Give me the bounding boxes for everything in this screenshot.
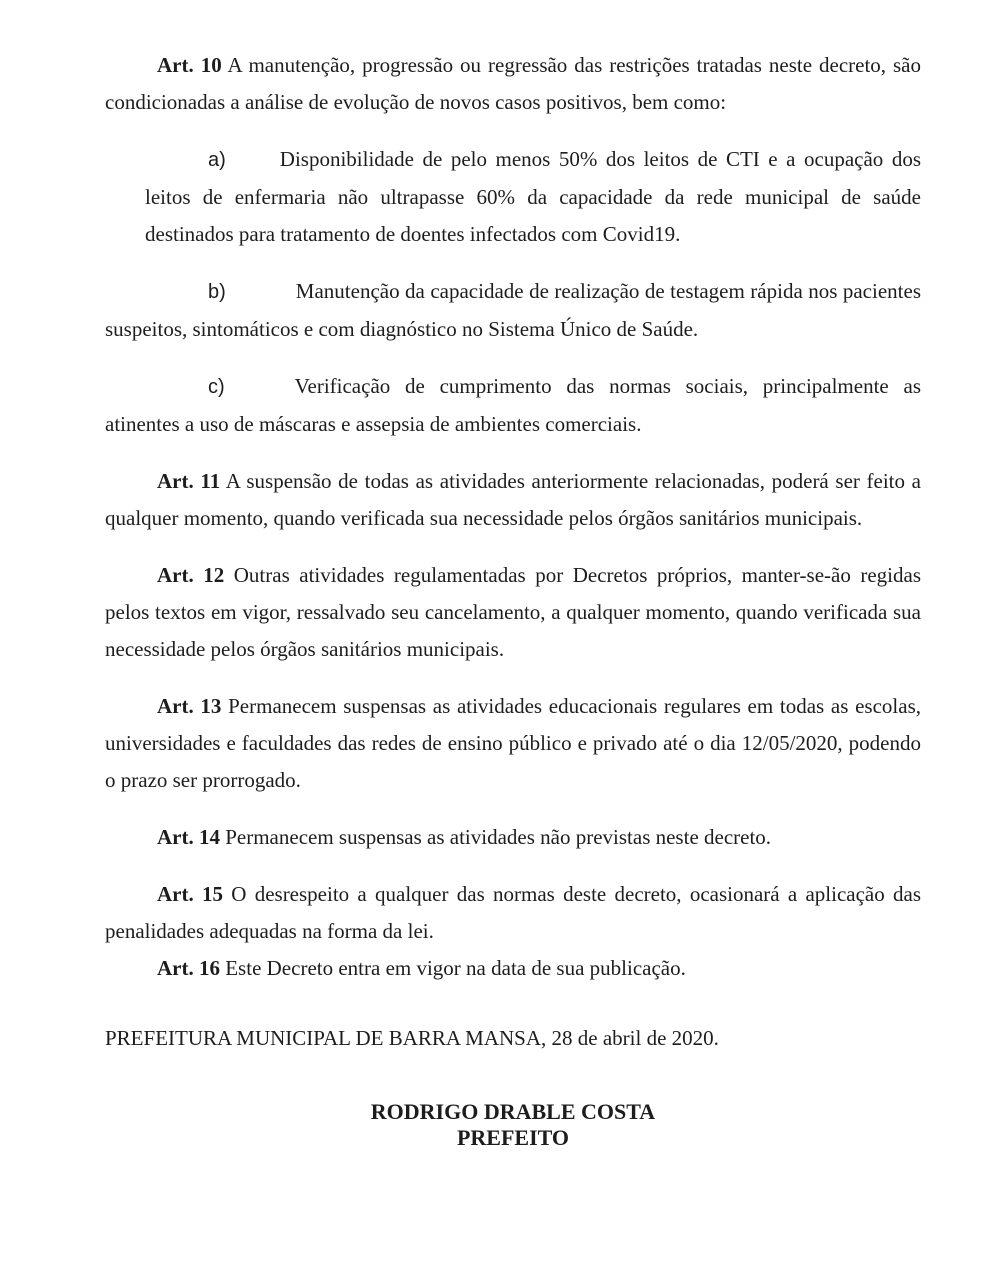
closing-line: PREFEITURA MUNICIPAL DE BARRA MANSA, 28 de abril de 2020. <box>105 1026 719 1050</box>
article-label: Art. 16 <box>157 956 220 980</box>
list-item-c: c) Verificação de cumprimento das normas sociais, principalmente as atinentes a uso de máscaras e assepsia de ambientes comerciais. <box>105 374 921 436</box>
signature-block <box>105 1099 921 1151</box>
article-label: Art. 12 <box>157 563 225 587</box>
article-paragraph: Art. 11 A suspensão de todas as atividades anteriormente relacionadas, poderá ser feito a qualquer momento, quando verificada sua necessidade pelos órgãos sanitários municipais. <box>105 469 921 530</box>
list-marker: a) <box>208 149 226 171</box>
article-label: Art. 14 <box>157 825 220 849</box>
article-paragraph: Art. 13 Permanecem suspensas as atividades educacionais regulares em todas as escolas, universidades e faculdades das redes de ensino público e privado até o dia 12/05/2020, podendo o prazo ser prorrogado. <box>105 694 921 792</box>
article-paragraph: Art. 14 Permanecem suspensas as atividades não previstas neste decreto. <box>157 825 772 849</box>
article-paragraph: Art. 12 Outras atividades regulamentadas por Decretos próprios, manter-se-ão regidas pelos textos em vigor, ressalvado seu cancelamento, a qualquer momento, quando verificada sua necessidade pelos órgãos sanitários municipais. <box>105 563 921 661</box>
article-label: Art. 10 <box>157 53 222 77</box>
list-marker: c) <box>208 376 225 398</box>
signature-title: PREFEITO <box>456 1125 570 1150</box>
article-label: Art. 15 <box>157 882 223 906</box>
list-item-a: a) Disponibilidade de pelo menos 50% dos leitos de CTI e a ocupação dos leitos de enfermaria não ultrapasse 60% da capacidade da rede municipal de saúde destinados para tratamento de doentes infectados com Covid19. <box>145 147 921 246</box>
article-label: Art. 13 <box>157 694 222 718</box>
decree-articles <box>105 47 921 987</box>
article-paragraph: Art. 16 Este Decreto entra em vigor na data de sua publicação. <box>157 956 686 980</box>
article-paragraph: Art. 15 O desrespeito a qualquer das normas deste decreto, ocasionará a aplicação das penalidades adequadas na forma da lei. <box>105 882 921 943</box>
signature-name: RODRIGO DRABLE COSTA <box>370 1099 656 1124</box>
article-label: Art. 11 <box>157 469 221 493</box>
list-item-b: b) Manutenção da capacidade de realização de testagem rápida nos pacientes suspeitos, sintomáticos e com diagnóstico no Sistema Único de Saúde. <box>105 279 921 341</box>
article-paragraph: Art. 10 A manutenção, progressão ou regressão das restrições tratadas neste decreto, são condicionadas a análise de evolução de novos casos positivos, bem como: <box>105 53 921 114</box>
list-marker: b) <box>208 281 226 303</box>
